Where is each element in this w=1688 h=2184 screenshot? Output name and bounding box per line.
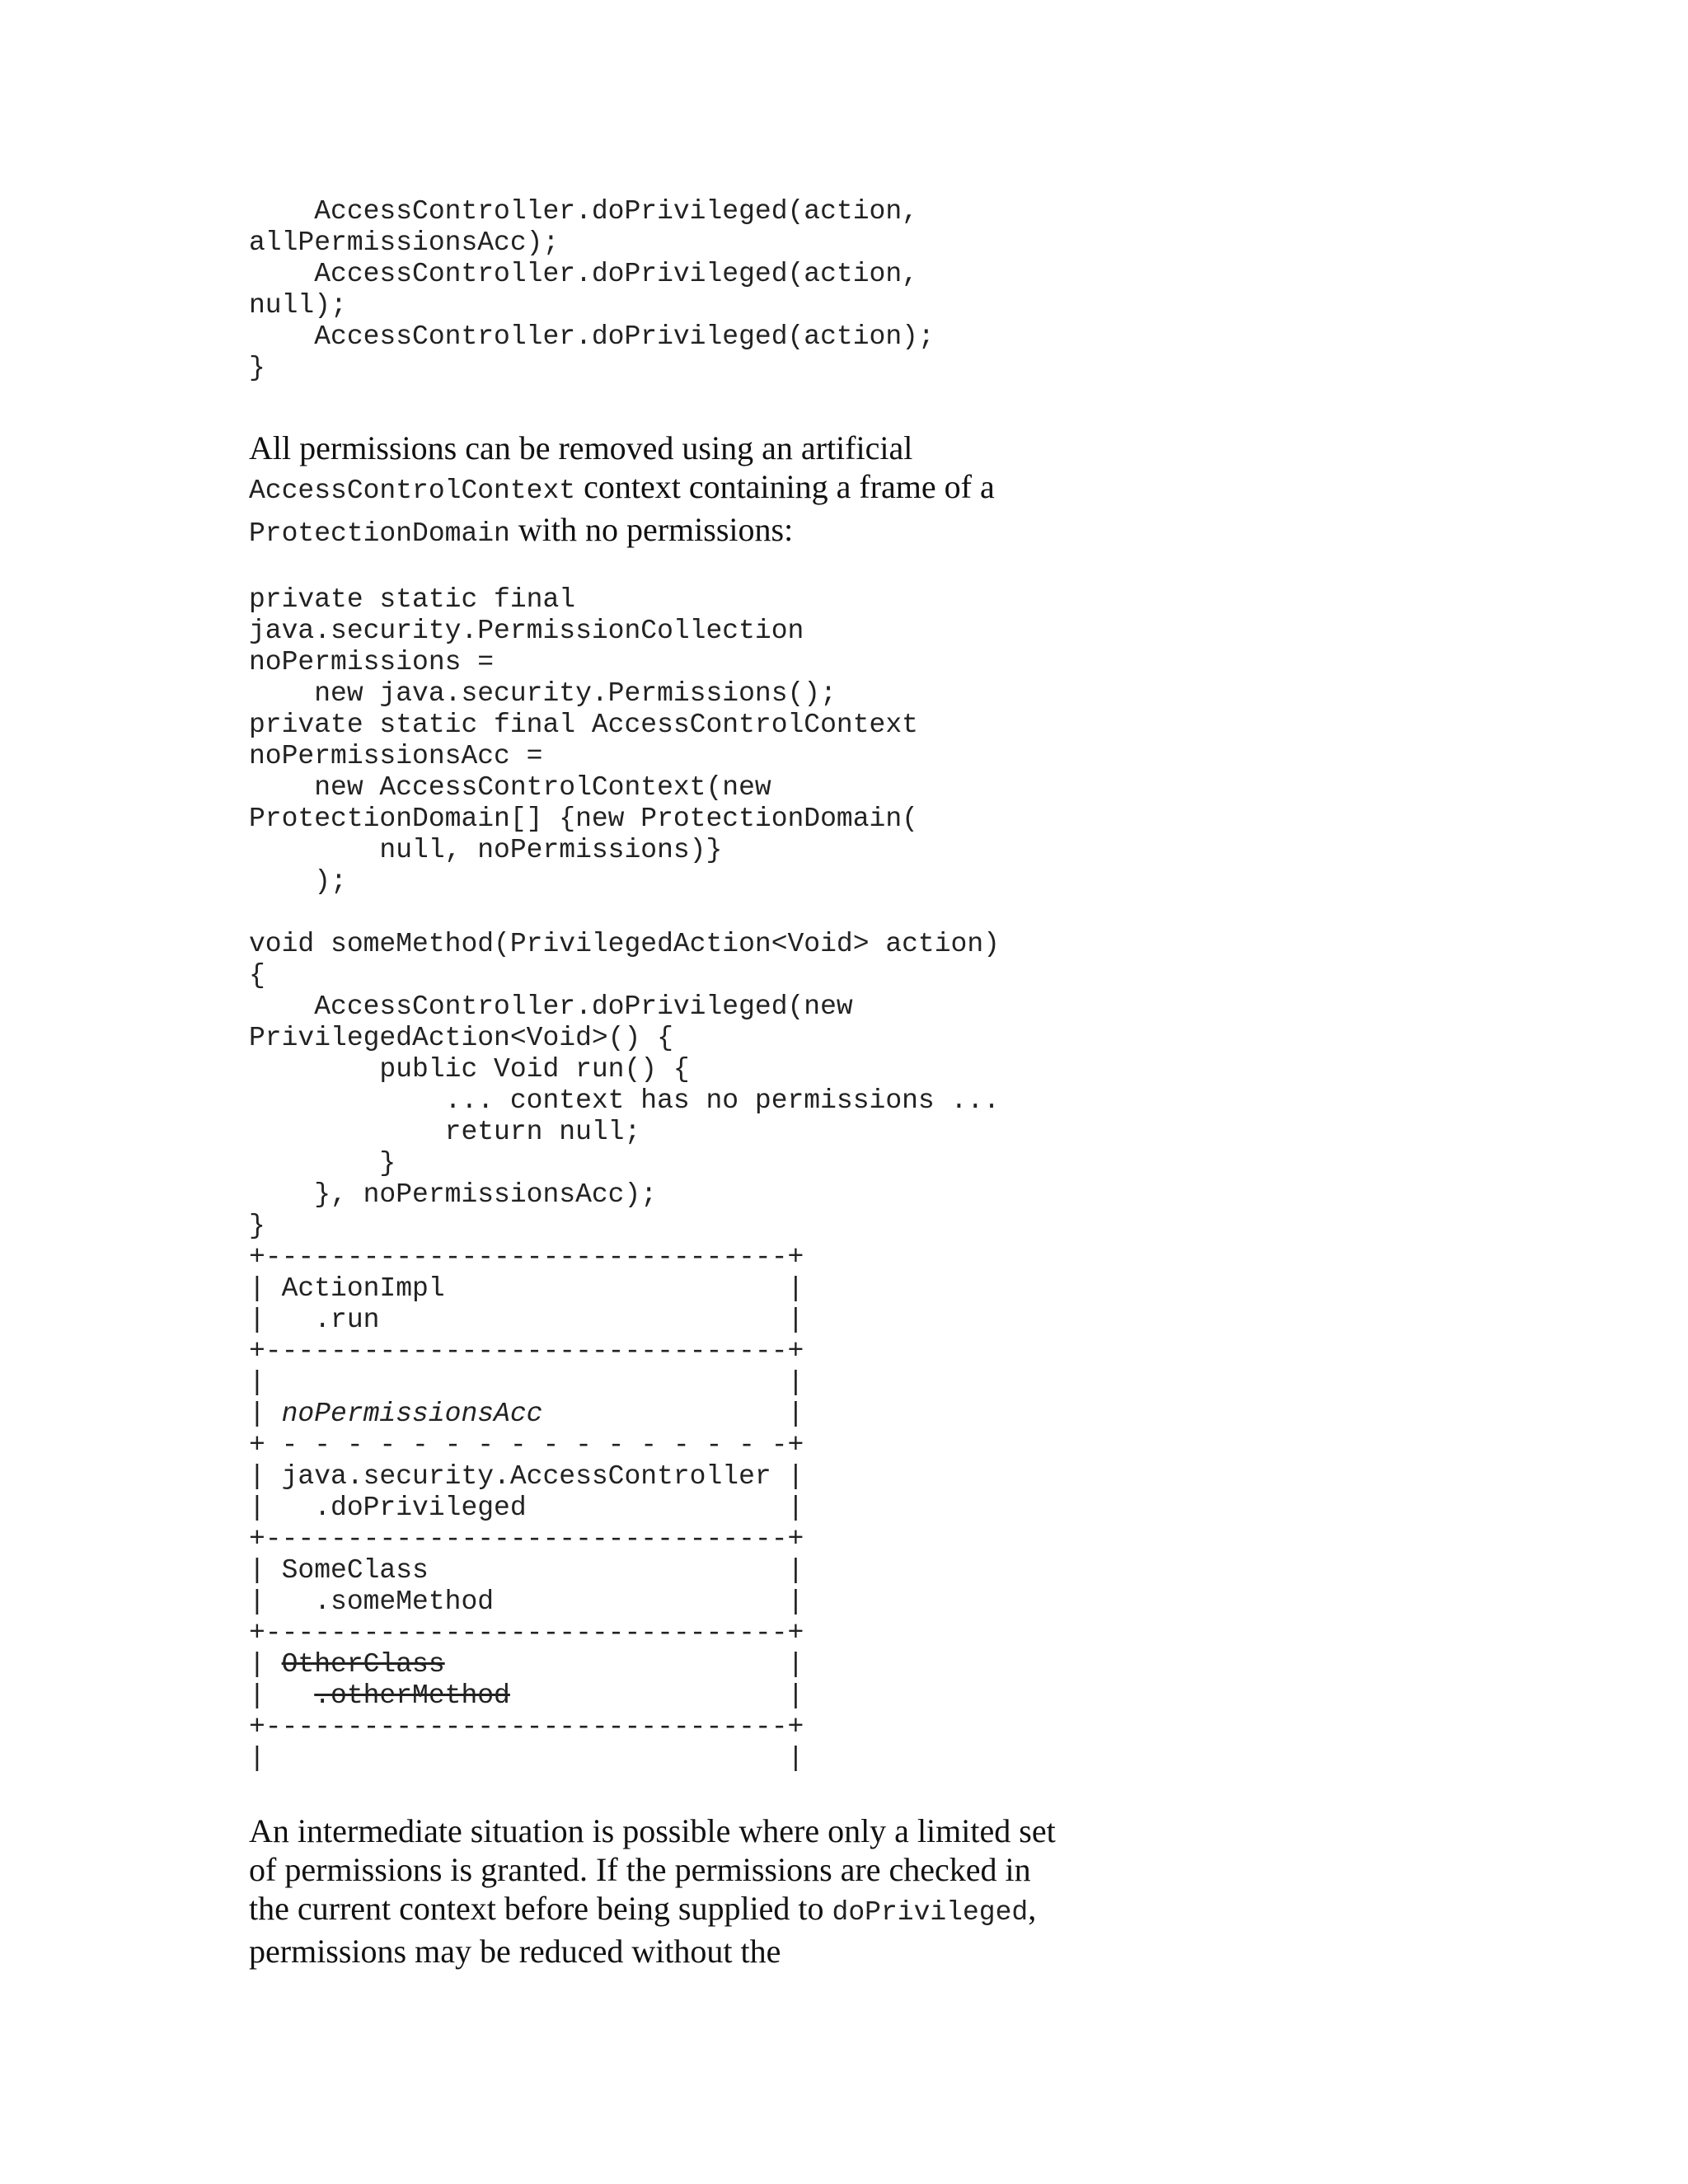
- inline-code-accesscontrolcontext: AccessControlContext: [249, 476, 576, 506]
- diagram-line: | |: [249, 1367, 804, 1398]
- paragraph-text: , permissions may be reduced without the: [249, 1890, 1037, 1970]
- diagram-line: | .someMethod |: [249, 1586, 804, 1617]
- diagram-line: +--------------------------------+: [249, 1618, 804, 1648]
- paragraph-text: All permissions can be removed using an artificial: [249, 429, 913, 466]
- code-block-no-permissions-context: private static final java.security.PermissionCollection noPermissions = new java.security.Permissions(); private static final AccessControlContext noPermissionsAcc = new AccessControlContext(new ProtectionDomain[] {new ProtectionDomain( null, noPermissions)} );: [249, 584, 918, 897]
- document-page: [249, 196, 1073, 1971]
- diagram-line: | .doPrivileged |: [249, 1493, 804, 1523]
- code-block-doprivileged-calls: AccessController.doPrivileged(action, allPermissionsAcc); AccessController.doPrivileged(action, null); AccessController.doPrivileged(action); }: [249, 196, 935, 383]
- diagram-line: |: [542, 1399, 804, 1429]
- context-label: noPermissionsAcc: [281, 1399, 543, 1429]
- diagram-line: + - - - - - - - - - - - - - - - -+: [249, 1430, 804, 1460]
- paragraph-remove-permissions: [249, 429, 1073, 553]
- diagram-line: |: [249, 1649, 282, 1680]
- paragraph-text: with no permissions:: [509, 511, 794, 548]
- diagram-line: | .run |: [249, 1305, 804, 1335]
- diagram-line: +--------------------------------+: [249, 1336, 804, 1366]
- stack-frame-diagram: [249, 1242, 1073, 1774]
- inline-code-protectiondomain: ProtectionDomain: [249, 518, 510, 549]
- paragraph-intermediate-situation: [249, 1811, 1073, 1971]
- diagram-line: |: [249, 1680, 315, 1711]
- diagram-line: | java.security.AccessController |: [249, 1461, 804, 1492]
- code-block-some-method: void someMethod(PrivilegedAction<Void> action) { AccessController.doPrivileged(new PrivilegedAction<Void>() { public Void run() { ... context has no permissions ... return null; } }, noPermissionsAcc); }: [249, 929, 1000, 1241]
- inline-code-doprivileged: doPrivileged: [832, 1897, 1029, 1928]
- paragraph-text: An intermediate situation is possible where only a limited set of permissions is granted. If the permissions are checked in the current context before being supplied to: [249, 1812, 1056, 1927]
- struck-method-name: .otherMethod: [314, 1680, 510, 1711]
- paragraph-text: context containing a frame of a: [575, 468, 995, 505]
- diagram-line: |: [444, 1649, 804, 1680]
- diagram-line: | |: [249, 1743, 804, 1774]
- struck-class-name: OtherClass: [281, 1649, 445, 1680]
- diagram-line: |: [509, 1680, 804, 1711]
- diagram-line: | SomeClass |: [249, 1555, 804, 1586]
- diagram-line: +--------------------------------+: [249, 1242, 804, 1272]
- diagram-line: | ActionImpl |: [249, 1273, 804, 1304]
- diagram-line: +--------------------------------+: [249, 1712, 804, 1742]
- diagram-line: +--------------------------------+: [249, 1524, 804, 1554]
- diagram-line: |: [249, 1399, 282, 1429]
